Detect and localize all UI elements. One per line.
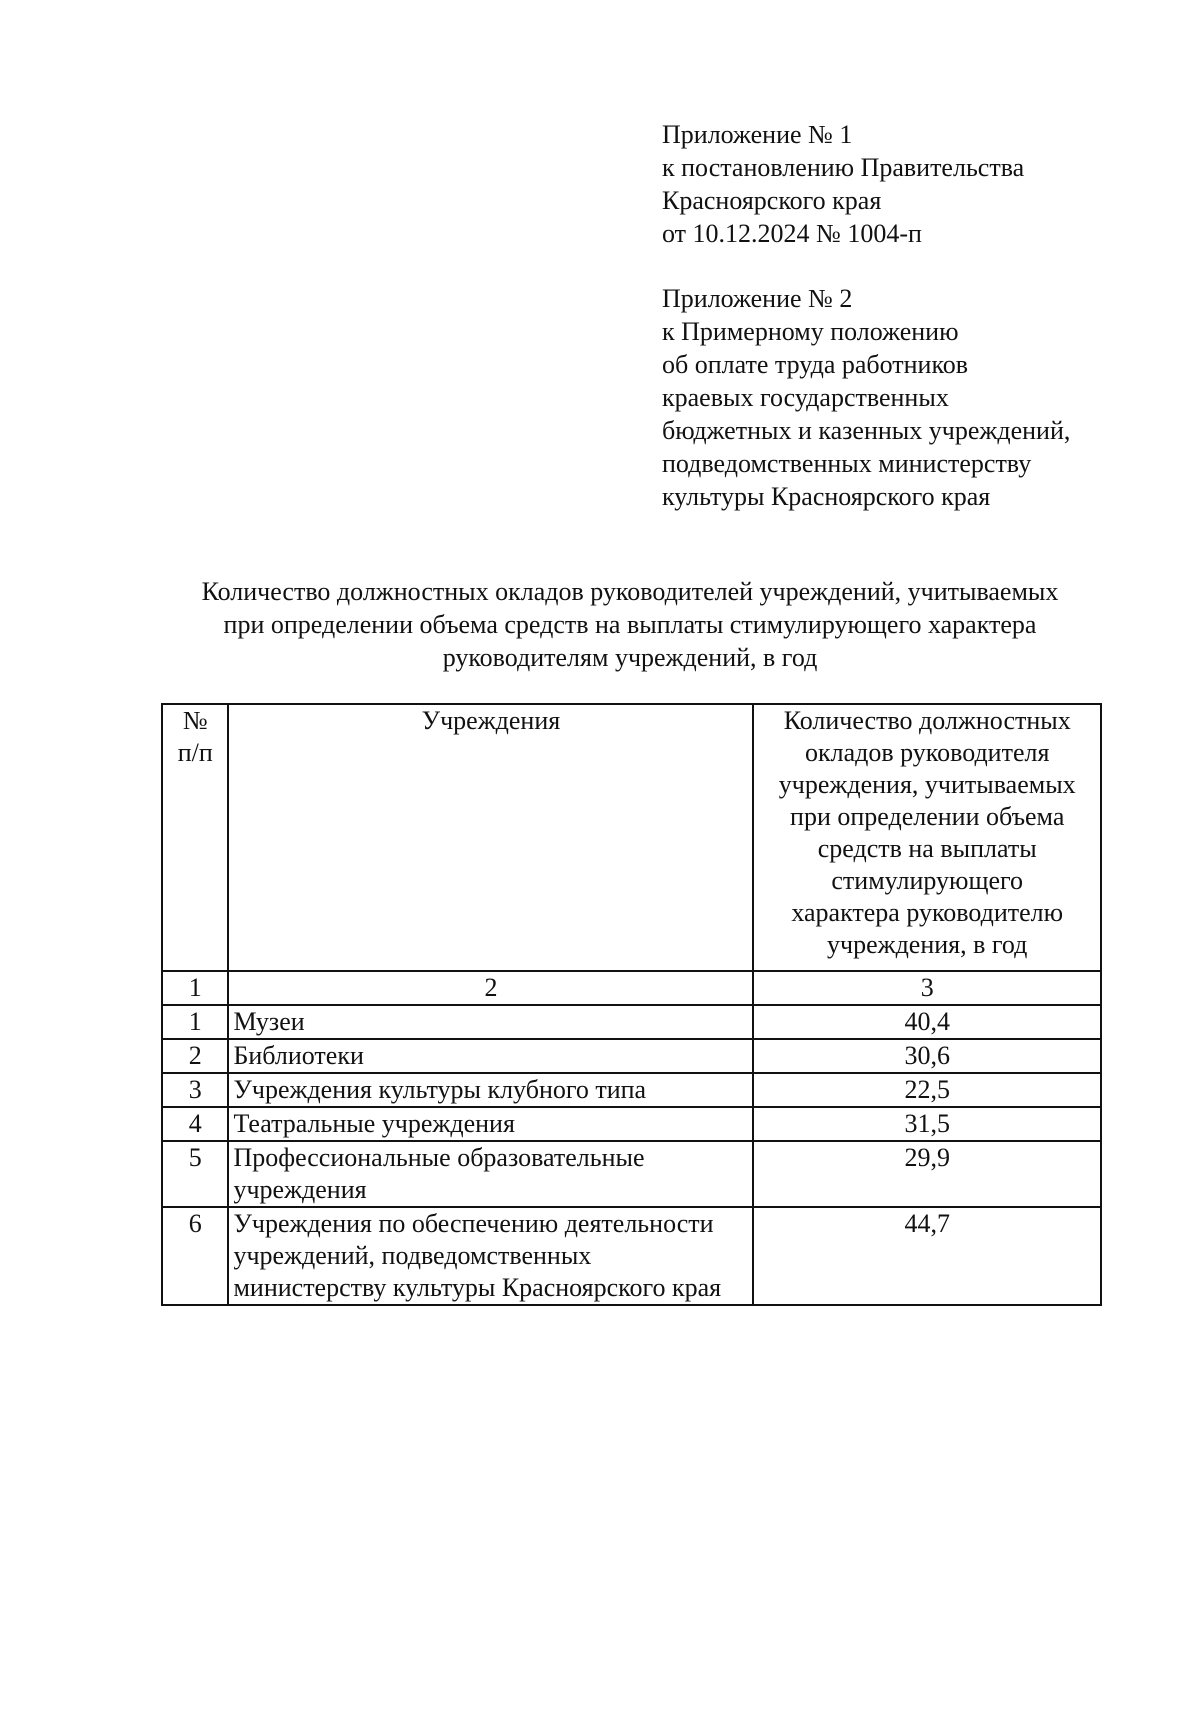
document-title-line: руководителям учреждений, в год (442, 643, 818, 672)
appendix-2-line: культуры Красноярского края (662, 482, 991, 511)
appendix-2-block (662, 282, 1070, 513)
header-quantity-line: стимулирующего (831, 866, 1024, 895)
row-number: 4 (162, 1107, 228, 1141)
table-row (162, 1107, 1101, 1141)
row-institution: Театральные учреждения (228, 1107, 753, 1141)
row-institution: Музеи (228, 1005, 753, 1039)
appendix-1-line: от 10.12.2024 № 1004-п (662, 219, 922, 248)
row-number: 1 (162, 1005, 228, 1039)
document-title (150, 575, 1110, 674)
appendix-1-line: к постановлению Правительства (662, 153, 1025, 182)
table-row (162, 1039, 1101, 1073)
row-value: 22,5 (753, 1073, 1101, 1107)
appendix-2-line: Приложение № 2 (662, 284, 853, 313)
column-numbers-row (162, 971, 1101, 1005)
appendix-2-line: подведомственных министерству (662, 449, 1032, 478)
header-institution: Учреждения (228, 704, 753, 971)
header-quantity-line: при определении объема (790, 802, 1065, 831)
document-title-line: при определении объема средств на выплаты стимулирующего характера (223, 610, 1037, 639)
header-quantity-line: Количество должностных (783, 706, 1071, 735)
table-row (162, 1141, 1101, 1207)
header-quantity-line: средств на выплаты (817, 834, 1037, 863)
row-number: 2 (162, 1039, 228, 1073)
appendix-1-line: Красноярского края (662, 186, 882, 215)
row-number: 5 (162, 1141, 228, 1207)
row-value: 40,4 (753, 1005, 1101, 1039)
appendix-2-line: краевых государственных (662, 383, 949, 412)
header-number-line: № (182, 706, 208, 735)
column-number-cell: 1 (162, 971, 228, 1005)
header-quantity-line: характера руководителю (791, 898, 1064, 927)
appendix-1-line: Приложение № 1 (662, 120, 853, 149)
column-number-cell: 2 (228, 971, 753, 1005)
table-row (162, 1005, 1101, 1039)
appendix-2-line: об оплате труда работников (662, 350, 969, 379)
header-quantity-line: окладов руководителя (804, 738, 1050, 767)
header-number-line: п/п (177, 738, 213, 767)
column-number-cell: 3 (753, 971, 1101, 1005)
row-number: 3 (162, 1073, 228, 1107)
appendix-2-line: к Примерному положению (662, 317, 959, 346)
row-value: 44,7 (753, 1207, 1101, 1305)
table-row (162, 1207, 1101, 1305)
row-institution: Учреждения по обеспечению деятельности учреждений, подведомственных министерству культуры Красноярского края (228, 1207, 753, 1305)
salary-coefficients-table (161, 703, 1102, 1306)
header-quantity-line: учреждения, в год (827, 930, 1028, 959)
table-row (162, 1073, 1101, 1107)
row-number: 6 (162, 1207, 228, 1305)
row-value: 29,9 (753, 1141, 1101, 1207)
table-header-row (162, 704, 1101, 971)
appendix-1-block (662, 118, 1024, 250)
document-title-line: Количество должностных окладов руководителей учреждений, учитываемых (201, 577, 1059, 606)
header-number (162, 704, 228, 971)
row-institution: Профессиональные образовательные учреждения (228, 1141, 753, 1207)
row-value: 31,5 (753, 1107, 1101, 1141)
row-institution: Библиотеки (228, 1039, 753, 1073)
row-institution: Учреждения культуры клубного типа (228, 1073, 753, 1107)
header-quantity (753, 704, 1101, 971)
row-value: 30,6 (753, 1039, 1101, 1073)
appendix-2-line: бюджетных и казенных учреждений, (662, 416, 1071, 445)
header-quantity-line: учреждения, учитываемых (778, 770, 1076, 799)
